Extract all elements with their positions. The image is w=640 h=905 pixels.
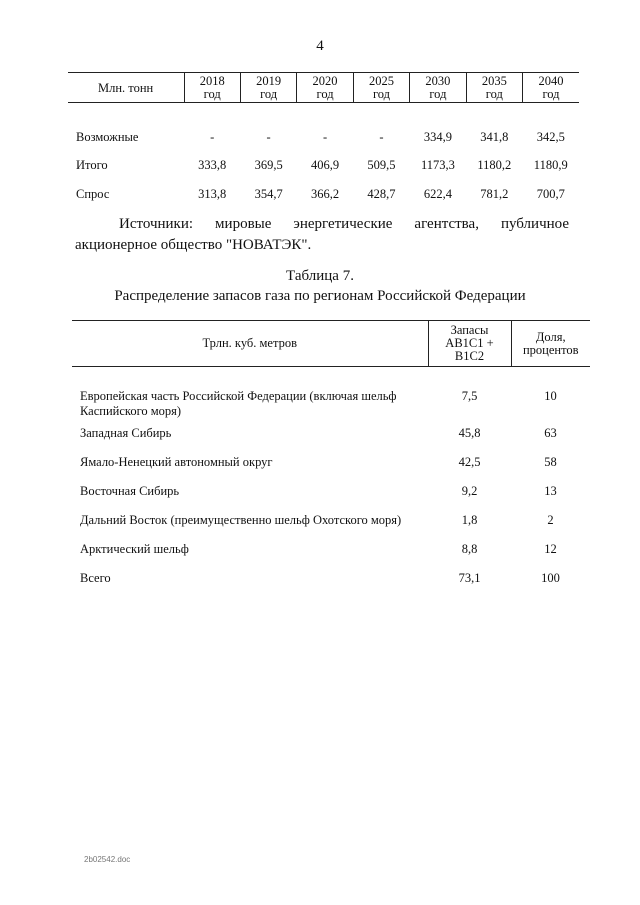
cell: - bbox=[322, 129, 328, 144]
gas-reserves-table bbox=[72, 320, 590, 600]
row-label: Спрос bbox=[76, 187, 110, 201]
cell: 313,8 bbox=[198, 187, 227, 201]
cell: 428,7 bbox=[367, 187, 396, 201]
region-name: Дальний Восток (преимущественно шельф Охотского моря) bbox=[80, 513, 402, 527]
share-value: 12 bbox=[544, 542, 557, 556]
share-value: 63 bbox=[544, 426, 557, 440]
share-value: 2 bbox=[547, 513, 554, 527]
table-row bbox=[72, 367, 590, 427]
table-row bbox=[72, 513, 590, 542]
cell: 366,2 bbox=[310, 187, 340, 201]
share-value: 100 bbox=[541, 571, 560, 585]
header-year: 2030 год bbox=[410, 73, 466, 103]
region-name: Арктический шельф bbox=[80, 542, 189, 556]
cell: 406,9 bbox=[310, 158, 340, 172]
share-value: 58 bbox=[544, 455, 557, 469]
cell: 369,5 bbox=[254, 158, 283, 172]
document-code: 2b02542.doc bbox=[84, 855, 131, 864]
reserves-value: 7,5 bbox=[461, 389, 478, 403]
reserves-value: 45,8 bbox=[458, 426, 481, 440]
table-row bbox=[72, 571, 590, 600]
region-name: Всего bbox=[80, 571, 111, 585]
cell: 509,5 bbox=[367, 158, 396, 172]
table-row bbox=[72, 484, 590, 513]
table-row bbox=[68, 103, 579, 152]
header-year: 2035 год bbox=[466, 73, 522, 103]
row-label: Итого bbox=[76, 158, 108, 172]
cell: 333,8 bbox=[198, 158, 227, 172]
table-title: Распределение запасов газа по регионам Российской Федерации bbox=[114, 288, 526, 304]
table-row bbox=[68, 180, 579, 209]
cell: 781,2 bbox=[480, 187, 509, 201]
reserves-value: 42,5 bbox=[458, 455, 481, 469]
region-name: Ямало-Ненецкий автономный округ bbox=[80, 455, 273, 469]
cell: 334,9 bbox=[423, 129, 452, 144]
table-row bbox=[72, 455, 590, 484]
table-header-row bbox=[72, 321, 590, 367]
reserves-value: 1,8 bbox=[461, 513, 478, 527]
cell: 700,7 bbox=[536, 187, 565, 201]
region-name: Европейская часть Российской Федерации (включая шельф Каспийского моря) bbox=[80, 389, 397, 418]
cell: 1180,9 bbox=[533, 158, 568, 172]
header-year: 2020 год bbox=[297, 73, 353, 103]
table-row bbox=[72, 542, 590, 571]
table-header-row bbox=[68, 73, 579, 103]
header-year: 2019 год bbox=[240, 73, 296, 103]
header-year: 2040 год bbox=[523, 73, 579, 103]
share-value: 10 bbox=[544, 389, 557, 403]
cell: 341,8 bbox=[480, 129, 509, 144]
table-row bbox=[72, 426, 590, 455]
header-share: Доля, процентов bbox=[511, 321, 590, 367]
header-year: 2025 год bbox=[353, 73, 409, 103]
cell: 354,7 bbox=[254, 187, 283, 201]
sources-text: Источники: мировые энергетические агентства, публичное акционерное общество "НОВАТЭК". bbox=[75, 216, 569, 253]
row-label: Возможные bbox=[76, 129, 139, 144]
header-reserves: Запасы AB1C1 + B1C2 bbox=[428, 321, 511, 367]
header-unit: Млн. тонн bbox=[68, 73, 184, 103]
cell: - bbox=[379, 129, 384, 144]
reserves-value: 9,2 bbox=[461, 484, 478, 498]
sources-paragraph bbox=[75, 214, 569, 256]
region-name: Западная Сибирь bbox=[80, 426, 172, 440]
table-row bbox=[68, 151, 579, 180]
header-name: Трлн. куб. метров bbox=[72, 321, 428, 367]
share-value: 13 bbox=[544, 484, 557, 498]
reserves-value: 73,1 bbox=[458, 571, 481, 585]
page-number: 4 bbox=[316, 38, 324, 54]
cell: 622,4 bbox=[423, 187, 452, 201]
cell: - bbox=[266, 129, 271, 144]
cell: - bbox=[210, 129, 215, 144]
region-name: Восточная Сибирь bbox=[80, 484, 180, 498]
header-year: 2018 год bbox=[184, 73, 240, 103]
cell: 342,5 bbox=[536, 129, 565, 144]
cell: 1180,2 bbox=[477, 158, 512, 172]
cell: 1173,3 bbox=[420, 158, 455, 172]
table-number: Таблица 7. bbox=[286, 268, 354, 284]
reserves-value: 8,8 bbox=[461, 542, 478, 556]
energy-balance-table bbox=[68, 72, 579, 209]
